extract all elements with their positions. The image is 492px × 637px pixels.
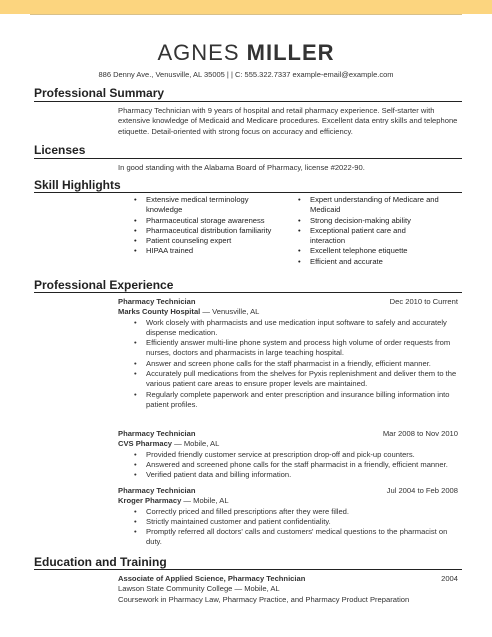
job-employer-line <box>118 307 458 317</box>
job-dates: Mar 2008 to Nov 2010 <box>382 429 458 438</box>
experience-heading: Professional Experience <box>34 278 174 292</box>
job-entry <box>118 486 458 548</box>
licenses-heading: Licenses <box>34 143 86 157</box>
skill-item: • Efficient and accurate <box>310 257 442 267</box>
first-name: AGNES <box>157 40 240 65</box>
skill-item: • Pharmaceutical distribution familiarity <box>146 226 278 236</box>
job-bullet: • Efficiently answer multi-line phone system and process high volume of order requests from nurses, doctors and pharmacists in large teaching hospital. <box>146 338 458 359</box>
job-employer-line <box>118 496 458 506</box>
skill-item: • Extensive medical terminology knowledge <box>146 195 278 216</box>
job-bullet: • Verified patient data and billing information. <box>146 470 458 480</box>
header-accent-bar <box>0 0 492 14</box>
graduation-year: 2004 <box>441 574 458 583</box>
skill-item: • Pharmaceutical storage awareness <box>146 216 278 226</box>
skill-item: • Strong decision-making ability <box>310 216 442 226</box>
skill-item: • Patient counseling expert <box>146 236 278 246</box>
job-bullet: • Accurately pull medications from the shelves for Pyxis replenishment and deliver them to the various patient care areas to ensure proper levels are maintained. <box>146 369 458 390</box>
summary-text: Pharmacy Technician with 9 years of hospital and retail pharmacy experience. Self-starter with extensive knowledge of Medicaid and Medicare procedures. Excellent data entry skills and telephone etiquette. Detail-oriented with strong focus on accuracy and efficiency. <box>118 106 458 136</box>
skill-item: • Expert understanding of Medicare and Medicaid <box>310 195 442 216</box>
job-bullet: • Regularly complete paperwork and enter prescription and insurance billing information into patient profiles. <box>146 390 458 411</box>
job-employer: Marks County Hospital <box>118 307 201 317</box>
header-divider <box>30 14 462 15</box>
coursework: Coursework in Pharmacy Law, Pharmacy Practice, and Pharmacy Product Preparation <box>118 594 410 604</box>
degree: Associate of Applied Science, Pharmacy Technician <box>118 574 306 583</box>
job-title: Pharmacy Technician <box>118 486 196 495</box>
job-title: Pharmacy Technician <box>118 297 196 306</box>
contact-info: 886 Denny Ave., Venusville, AL 35005 | | C: 555.322.7337 example-email@example.com <box>98 70 394 79</box>
job-bullet: • Promptly referred all doctors' calls and customers' medical questions to the pharmacist on duty. <box>146 527 458 548</box>
job-bullet: • Answer and screen phone calls for the staff pharmacist in a friendly, efficient manner. <box>146 359 458 369</box>
job-bullet: • Correctly priced and filled prescriptions after they were filled. <box>146 507 458 517</box>
last-name: MILLER <box>246 40 335 65</box>
job-bullet: • Work closely with pharmacists and use medication input software to safely and accurately dispense medication. <box>146 318 458 339</box>
job-entry <box>118 297 458 410</box>
education-entry <box>118 574 458 605</box>
job-location: — Mobile, AL <box>181 496 229 506</box>
job-location: — Venusville, AL <box>200 307 260 317</box>
skills-heading: Skill Highlights <box>34 178 121 192</box>
job-bullet: • Provided friendly customer service at prescription drop-off and pick-up counters. <box>146 450 458 460</box>
school: Lawson State Community College — Mobile, AL <box>118 584 280 594</box>
education-heading: Education and Training <box>34 555 167 569</box>
job-dates: Jul 2004 to Feb 2008 <box>386 486 458 495</box>
job-bullet: • Answered and screened phone calls for the staff pharmacist in a friendly, efficient manner. <box>146 460 458 470</box>
job-employer: CVS Pharmacy <box>118 439 173 449</box>
skill-item: • HIPAA trained <box>146 246 278 256</box>
job-entry <box>118 429 458 480</box>
job-title: Pharmacy Technician <box>118 429 196 438</box>
summary-rule <box>34 101 462 102</box>
job-dates: Dec 2010 to Current <box>389 297 458 306</box>
skill-item: • Exceptional patient care and interaction <box>310 226 442 247</box>
licenses-text: In good standing with the Alabama Board of Pharmacy, license #2022-90. <box>118 163 365 172</box>
experience-rule <box>34 292 462 293</box>
skill-item: • Excellent telephone etiquette <box>310 246 442 256</box>
job-location: — Mobile, AL <box>172 439 220 449</box>
job-employer-line <box>118 439 458 449</box>
skills-left-column <box>118 195 278 257</box>
skills-right-column <box>282 195 442 267</box>
job-bullet: • Strictly maintained customer and patient confidentiality. <box>146 517 458 527</box>
candidate-name <box>0 40 492 66</box>
summary-heading: Professional Summary <box>34 86 165 100</box>
job-employer: Kroger Pharmacy <box>118 496 182 506</box>
licenses-rule <box>34 158 462 159</box>
skills-rule <box>34 192 462 193</box>
education-rule <box>34 569 462 570</box>
